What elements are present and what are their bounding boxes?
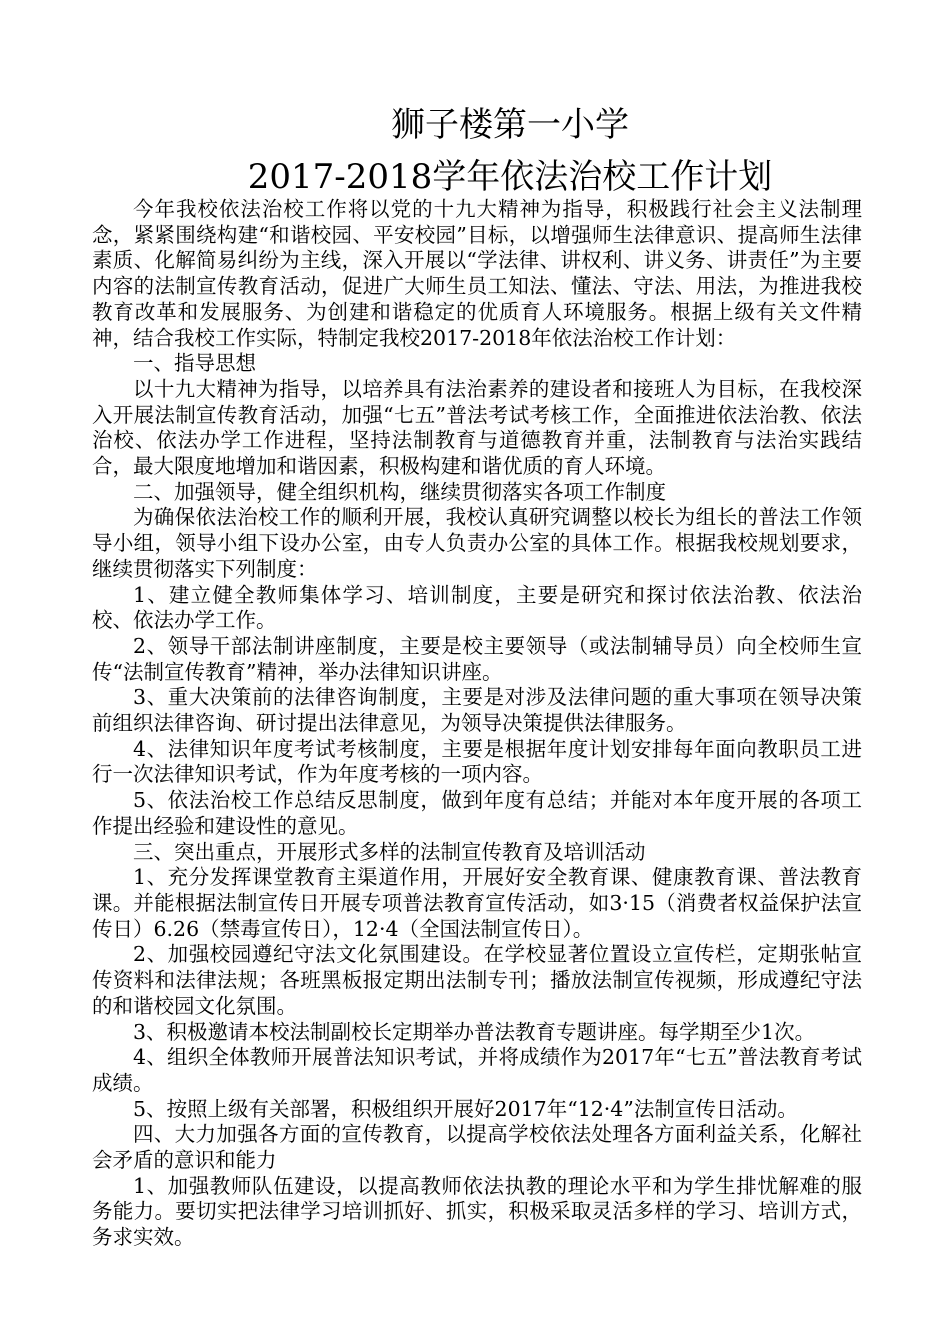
section-paragraph: 以十九大精神为指导，以培养具有法治素养的建设者和接班人为目标，在我校深入开展法制宣传教育活动，加强“七五”普法考试考核工作，全面推进依法治教、依法治校、依法办学工作进程，坚持法制教育与道德教育并重，法制教育与法治实践结合，最大限度地增加和谐因素，积极构建和谐优质的育人环境。 xyxy=(92,376,862,479)
document-title-plan: 2017-2018学年依法治校工作计划 xyxy=(247,157,773,197)
list-item: 3、积极邀请本校法制副校长定期举办普法教育专题讲座。每学期至少1次。 xyxy=(133,1019,816,1044)
section-paragraph: 为确保依法治校工作的顺利开展，我校认真研究调整以校长为组长的普法工作领导小组，领导小组下设办公室，由专人负责办公室的具体工作。根据我校规划要求，继续贯彻落实下列制度： xyxy=(92,505,862,581)
list-item: 3、重大决策前的法律咨询制度，主要是对涉及法律问题的重大事项在领导决策前组织法律咨询、研讨提出法律意见，为领导决策提供法律服务。 xyxy=(92,685,862,736)
list-item: 1、加强教师队伍建设，以提高教师依法执教的理论水平和为学生排忧解难的服务能力。要切实把法律学习培训抓好、抓实，积极采取灵活多样的学习、培训方式，务求实效。 xyxy=(92,1173,862,1250)
section-heading-3: 三、突出重点，开展形式多样的法制宣传教育及培训活动 xyxy=(133,839,646,864)
document-title-school: 狮子楼第一小学 xyxy=(391,105,629,145)
list-item: 1、建立健全教师集体学习、培训制度，主要是研究和探讨依法治教、依法治校、依法办学工作。 xyxy=(92,582,862,633)
list-item: 2、领导干部法制讲座制度，主要是校主要领导（或法制辅导员）向全校师生宣传“法制宣传教育”精神，举办法律知识讲座。 xyxy=(92,633,862,684)
document-body xyxy=(92,197,862,1251)
list-item: 4、法律知识年度考试考核制度，主要是根据年度计划安排每年面向教职员工进行一次法律知识考试，作为年度考核的一项内容。 xyxy=(92,736,862,787)
list-item: 5、按照上级有关部署，积极组织开展好2017年“12·4”法制宣传日活动。 xyxy=(133,1096,798,1121)
section-heading-2: 二、加强领导，健全组织机构，继续贯彻落实各项工作制度 xyxy=(133,479,666,504)
section-heading-1: 一、指导思想 xyxy=(133,351,256,376)
list-item: 1、充分发挥课堂教育主渠道作用，开展好安全教育课、健康教育课、普法教育课。并能根据法制宣传日开展专项普法教育宣传活动，如3·15（消费者权益保护法宣传日）6.26（禁毒宣传日），12·4（全国法制宣传日）。 xyxy=(92,865,862,941)
section-heading-4: 四、大力加强各方面的宣传教育，以提高学校依法处理各方面利益关系，化解社会矛盾的意识和能力 xyxy=(92,1122,862,1173)
intro-paragraph: 今年我校依法治校工作将以党的十九大精神为指导，积极践行社会主义法制理念，紧紧围绕构建“和谐校园、平安校园”目标，以增强师生法律意识、提高师生法律素质、化解简易纠纷为主线，深入开展以“学法律、讲权利、讲义务、讲责任”为主要内容的法制宣传教育活动，促进广大师生员工知法、懂法、守法、用法，为推进我校教育改革和发展服务、为创建和谐稳定的优质育人环境服务。根据上级有关文件精神，结合我校工作实际，特制定我校2017-2018年依法治校工作计划： xyxy=(92,197,862,350)
list-item: 2、加强校园遵纪守法文化氛围建设。在学校显著位置设立宣传栏，定期张帖宣传资料和法律法规；各班黑板报定期出法制专刊；播放法制宣传视频，形成遵纪守法的和谐校园文化氛围。 xyxy=(92,942,862,1018)
list-item: 5、依法治校工作总结反思制度，做到年度有总结；并能对本年度开展的各项工作提出经验和建设性的意见。 xyxy=(92,788,862,838)
list-item: 4、组织全体教师开展普法知识考试，并将成绩作为2017年“七五”普法教育考试成绩。 xyxy=(92,1045,862,1095)
